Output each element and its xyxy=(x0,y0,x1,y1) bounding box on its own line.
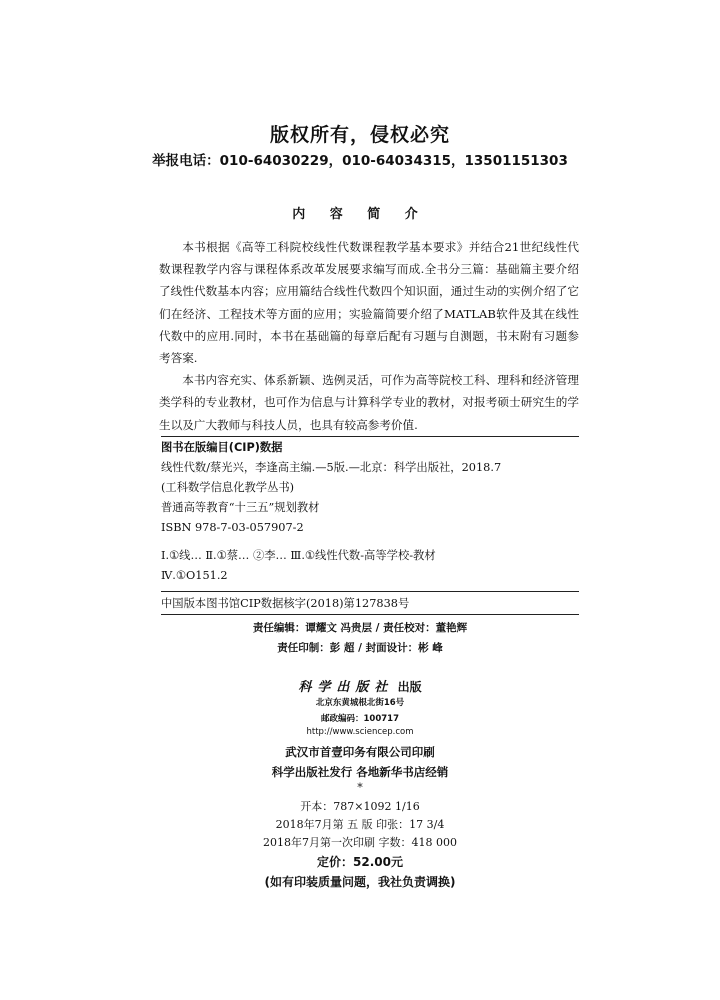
separator-star: * xyxy=(357,781,363,794)
cip-record xyxy=(161,594,579,614)
edition-info: 2018年7月第 五 版 印张：17 3/4 xyxy=(275,818,445,831)
cip-top-rule xyxy=(161,436,579,437)
distribution: 科学出版社发行 各地新华书店经销 xyxy=(271,765,449,779)
cip-record-number: 中国版本图书馆CIP数据核字(2018)第127838号 xyxy=(161,597,410,610)
price: 定价：52.00元 xyxy=(317,855,403,869)
credits-production: 责任印制：彭 超 / 封面设计：彬 峰 xyxy=(277,642,443,654)
publisher-postcode: 邮政编码：100717 xyxy=(321,714,399,724)
book-format: 开本：787×1092 1/16 xyxy=(300,800,420,813)
credits-editors: 责任编辑：谭耀文 冯贵层 / 责任校对：董艳辉 xyxy=(252,622,468,634)
copyright-notice: 版权所有，侵权必究 xyxy=(269,124,450,146)
cip-classification: Ⅰ.①线… Ⅱ.①蔡… ②李… Ⅲ.①线性代数-高等学校-教材 xyxy=(161,549,436,562)
quality-note: (如有印装质量问题，我社负责调换) xyxy=(264,875,456,889)
publisher-line xyxy=(0,676,720,695)
cip-line: 普通高等教育“十三五”规划教材 xyxy=(161,501,320,514)
cip-classification: Ⅳ.①O151.2 xyxy=(161,569,228,582)
cip-line: ISBN 978-7-03-057907-2 xyxy=(161,521,304,534)
publisher-address: 北京东黄城根北街16号 xyxy=(315,698,405,708)
cip-line: (工科数学信息化教学丛书) xyxy=(161,481,295,494)
printing-info: 2018年7月第一次印刷 字数：418 000 xyxy=(263,836,457,849)
publisher-website: http://www.sciencep.com xyxy=(306,727,414,737)
cip-line: 线性代数/蔡光兴，李逢高主编.—5版.—北京：科学出版社，2018.7 xyxy=(161,461,502,474)
publisher-logo: 科学出版社 xyxy=(298,680,394,695)
report-hotline: 举报电话：010-64030229，010-64034315，13501151303 xyxy=(152,153,568,169)
summary-title: 内 容 简 介 xyxy=(292,207,428,222)
summary-text xyxy=(159,236,579,436)
printer: 武汉市首壹印务有限公司印刷 xyxy=(285,745,435,759)
cip-bottom-rule xyxy=(161,614,579,615)
cip-middle-rule xyxy=(161,591,579,592)
cip-block xyxy=(161,438,579,586)
summary-paragraph: 本书根据《高等工科院校线性代数课程教学基本要求》并结合21世纪线性代数课程教学内容与课程体系改革发展要求编写而成.全书分三篇：基础篇主要介绍了线性代数基本内容；应用篇结合线性代数四个知识面，通过生动的实例介绍了它们在经济、工程技术等方面的应用；实验篇简要介绍了MATLAB软件及其在线性代数中的应用.同时，本书在基础篇的每章后配有习题与自测题，书末附有习题参考答案. xyxy=(159,240,579,366)
cip-heading: 图书在版编目(CIP)数据 xyxy=(161,441,283,454)
publisher-suffix: 出版 xyxy=(397,680,422,694)
summary-paragraph: 本书内容充实、体系新颖、选例灵活，可作为高等院校工科、理科和经济管理类学科的专业教材，也可作为信息与计算科学专业的教材，对报考硕士研究生的学生以及广大教师与科技人员，也具有较高参考价值. xyxy=(159,373,579,432)
